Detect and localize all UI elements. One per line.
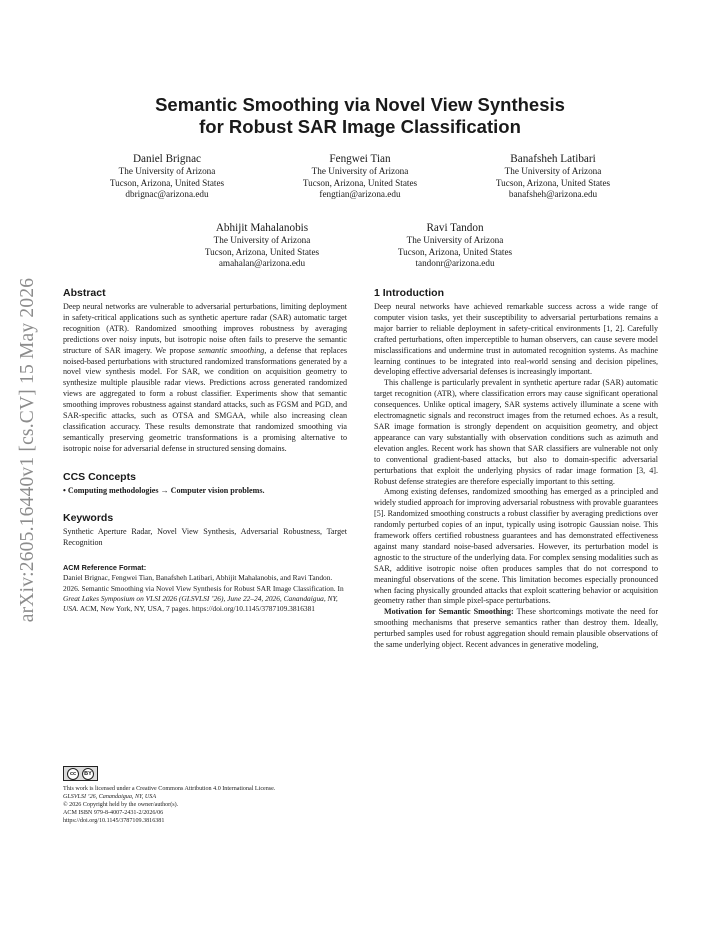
- license-isbn: ACM ISBN 979-8-4007-2431-2/2026/06: [63, 810, 164, 817]
- acm-reference-text: [63, 573, 347, 614]
- left-column: [63, 287, 347, 615]
- intro-paragraph: Deep neural networks have achieved remarkable success across a wide range of computer vision tasks, yet their susceptibility to adversarial perturbations remains a major barrier to reliable deployment in safety-critical environments [1, 2]. Carefully crafted perturbations, often imperceptible to human observers, can cause severe model misclassifications and undermine trust in automated recognition systems. As machine learning continues to be integrated into real-world sensing and decision pipelines, developing effective adversarial defenses is increasingly important.: [374, 302, 658, 377]
- author-email[interactable]: banafsheh@arizona.edu: [508, 189, 598, 200]
- license-line: This work is licensed under a Creative Commons Attribution 4.0 International License.: [63, 786, 276, 792]
- author-name: Ravi Tandon: [426, 222, 484, 234]
- arxiv-stamp-text[interactable]: arXiv:2605.16440v1 [cs.CV] 15 May 2026: [17, 277, 39, 623]
- author-affiliation: The University of Arizona: [311, 166, 409, 176]
- cc-icon: cc: [67, 768, 79, 780]
- author-email[interactable]: amahalan@arizona.edu: [218, 258, 306, 269]
- author-block: [458, 152, 648, 201]
- abstract-heading: Abstract: [63, 287, 106, 299]
- right-column: [374, 287, 658, 651]
- acm-reference-heading: ACM Reference Format:: [63, 563, 147, 573]
- title-line-2: for Robust SAR Image Classification: [199, 116, 521, 137]
- author-affiliation: The University of Arizona: [406, 235, 504, 245]
- intro-paragraph-lead: Motivation for Semantic Smoothing:: [384, 607, 514, 617]
- author-name: Banafsheh Latibari: [510, 153, 596, 165]
- author-name: Daniel Brignac: [132, 153, 202, 165]
- author-location: Tucson, Arizona, United States: [204, 246, 320, 257]
- intro-paragraph: Among existing defenses, randomized smoothing has emerged as a principled and widely studied approach for improving adversarial robustness with provable guarantees [5]. Randomized smoothing constructs a robust classifier by averaging predictions over randomly perturbed copies of an input, typically using isotropic Gaussian noise. This framework offers certified robustness guarantees and has demonstrated effectiveness against many standard noise-based adversaries. However, its perturbation model is agnostic to the structure of the underlying data. For complex sensing modalities such as SAR, additive isotropic noise often produces samples that do not correspond to meaningful observations of the scene. This limitation becomes especially pronounced when facing physically grounded attacks that exploit scattering behavior or acquisition geometry rather than simple pixel-space perturbations.: [374, 487, 658, 606]
- license-venue: GLSVLSI ’26, Canandaigua, NY, USA: [63, 794, 157, 801]
- ccs-text: • Computing methodologies → Computer vision problems.: [63, 485, 265, 495]
- intro-paragraph: This challenge is particularly prevalent in synthetic aperture radar (SAR) automatic target recognition (ATR), where classification errors may cause significant operational consequences. Unlike optical imagery, SAR systems actively illuminate a scene with electromagnetic signals and reconstruct images from the returned echoes. As a result, SAR image formation is strongly dependent on acquisition geometry, and object appearance can vary substantially with observation conditions such as azimuth and elevation angles. Recent work has shown that SAR classifiers are vulnerable not only to conventional gradient-based attacks, but also to domain-specific adversarial perturbations that exploit the underlying physics of radar image formation [3, 4]. Robust defense strategies are therefore especially important to this setting.: [374, 378, 658, 486]
- keywords-text: Synthetic Aperture Radar, Novel View Synthesis, Adversarial Robustness, Target Recognition: [63, 526, 347, 547]
- license-copyright: © 2026 Copyright held by the owner/author(s).: [63, 802, 179, 809]
- author-affiliation: The University of Arizona: [504, 166, 602, 176]
- abstract-emphasis: semantic smoothing: [198, 345, 265, 355]
- author-block: [167, 221, 357, 270]
- abstract-text-part: , a defense that replaces noised-based perturbations with structured randomized transformations generated by a novel view synthesis model. For SAR, we condition on acquisition geometry to synthesize multiple plausible radar views. Predictions across generated randomized views are aggregated to form a robust classifier. Experiments show that semantic smoothing improves robustness against standard attacks, such as FGSM and PGD, and SAR-specific attacks, such as OTSA and SMGAA, while also increasing clean classification accuracy. These results demonstrate that randomized smoothing via semantically preserving geometric transformations is a promising alternative to isotropic noise for adversarial defense in structured sensing domains.: [63, 345, 347, 453]
- keywords-heading: Keywords: [63, 511, 114, 524]
- author-name: Abhijit Mahalanobis: [215, 222, 309, 234]
- author-block: [360, 221, 550, 270]
- intro-paragraph: [374, 607, 658, 651]
- author-email[interactable]: tandonr@arizona.edu: [415, 258, 495, 269]
- author-email[interactable]: dbrignac@arizona.edu: [125, 189, 209, 200]
- author-block: [265, 152, 455, 201]
- intro-paragraph-text: These shortcomings motivate the need for smoothing mechanisms that preserve semantics rather than destroy them. Ideally, perturbed samples used for robust aggregation should remain plausible observations of the same underlying object. Recent advances in generative modeling,: [374, 607, 659, 650]
- author-name: Fengwei Tian: [329, 153, 391, 165]
- title-line-1: Semantic Smoothing via Novel View Synthesis: [155, 94, 565, 115]
- author-affiliation: The University of Arizona: [213, 235, 311, 245]
- acm-reference-venue: Great Lakes Symposium on VLSI 2026 (GLSVLSI ’26), June 22–24, 2026, Canandaigua, NY, USA.: [63, 594, 338, 614]
- acm-reference-part[interactable]: ACM, New York, NY, USA, 7 pages. https://doi.org/10.1145/3787109.3816381: [78, 604, 315, 614]
- cc-by-badge[interactable]: [63, 766, 98, 781]
- abstract-text-part: Deep neural networks are vulnerable to adversarial perturbations, limiting deployment in safety-critical applications such as synthetic aperture radar (SAR) automatic target recognition (ATR). Randomized smoothing improves robustness by averaging predictions over noisy inputs, but isotropic noise often fails to preserve the semantic structure of SAR imagery. We propose: [63, 302, 347, 355]
- acm-reference-part: Daniel Brignac, Fengwei Tian, Banafsheh Latibari, Abhijit Mahalanobis, and Ravi Tandon. 2026. Semantic Smoothing via Novel View Synthesis for Robust SAR Image Classification. In: [63, 573, 344, 593]
- introduction-heading: 1 Introduction: [374, 287, 444, 299]
- author-location: Tucson, Arizona, United States: [302, 177, 418, 188]
- ccs-heading: CCS Concepts: [63, 470, 136, 483]
- author-location: Tucson, Arizona, United States: [397, 246, 513, 257]
- arxiv-stamp: [13, 255, 43, 645]
- by-icon: BY: [82, 768, 94, 780]
- author-location: Tucson, Arizona, United States: [495, 177, 611, 188]
- author-affiliation: The University of Arizona: [118, 166, 216, 176]
- paper-title: [0, 94, 720, 138]
- author-email[interactable]: fengtian@arizona.edu: [319, 189, 401, 200]
- license-block: [63, 766, 353, 825]
- author-location: Tucson, Arizona, United States: [109, 177, 225, 188]
- author-block: [72, 152, 262, 201]
- abstract-text: [63, 302, 347, 455]
- license-doi[interactable]: https://doi.org/10.1145/3787109.3816381: [63, 818, 165, 825]
